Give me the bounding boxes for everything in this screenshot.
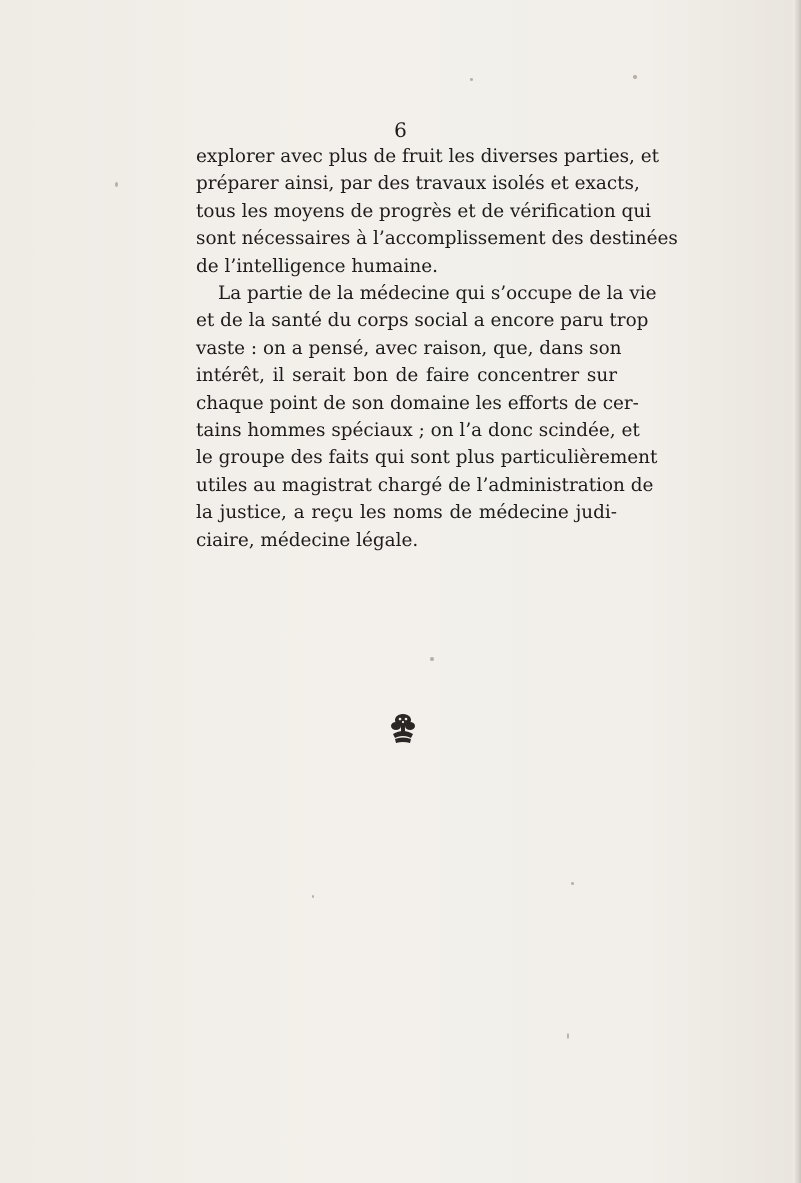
- text-line: chaque point de son domaine les efforts de cer-: [196, 392, 639, 414]
- paper-speck: [571, 882, 574, 885]
- text-line: explorer avec plus de fruit les diverses parties, et: [196, 146, 659, 167]
- printers-flower-ornament-icon: [390, 712, 416, 746]
- text-line: utiles au magistrat chargé de l’administration de: [196, 474, 654, 496]
- text-line: La partie de la médecine qui s’occupe de la vie: [218, 283, 657, 305]
- paper-speck: [567, 1033, 569, 1039]
- text-line: intérêt, il serait bon de faire concentrer sur: [196, 365, 617, 387]
- paper-speck: [470, 78, 473, 81]
- text-line: tous les moyens de progrès et de vérification qui: [196, 200, 652, 222]
- text-line: la justice, a reçu les noms de médecine judi-: [196, 502, 617, 524]
- text-line: préparer ainsi, par des travaux isolés et exacts,: [196, 173, 640, 195]
- page-number: 6: [394, 118, 407, 142]
- text-line: tains hommes spéciaux ; on l’a donc scindée, et: [196, 420, 640, 442]
- paper-speck: [633, 75, 637, 79]
- paper-speck: [430, 657, 434, 661]
- text-line: de l’intelligence humaine.: [196, 255, 438, 277]
- text-line: le groupe des faits qui sont plus particulièrement: [196, 447, 658, 469]
- page-edge-shadow: [793, 0, 801, 1183]
- text-line: sont nécessaires à l’accomplissement des destinées: [196, 228, 678, 250]
- text-line: vaste : on a pensé, avec raison, que, dans son: [196, 337, 622, 359]
- text-line: et de la santé du corps social a encore paru trop: [196, 310, 649, 332]
- body-text: [196, 143, 678, 554]
- paper-speck: [312, 895, 314, 898]
- text-line: ciaire, médecine légale.: [196, 529, 419, 551]
- paper-speck: [115, 182, 118, 187]
